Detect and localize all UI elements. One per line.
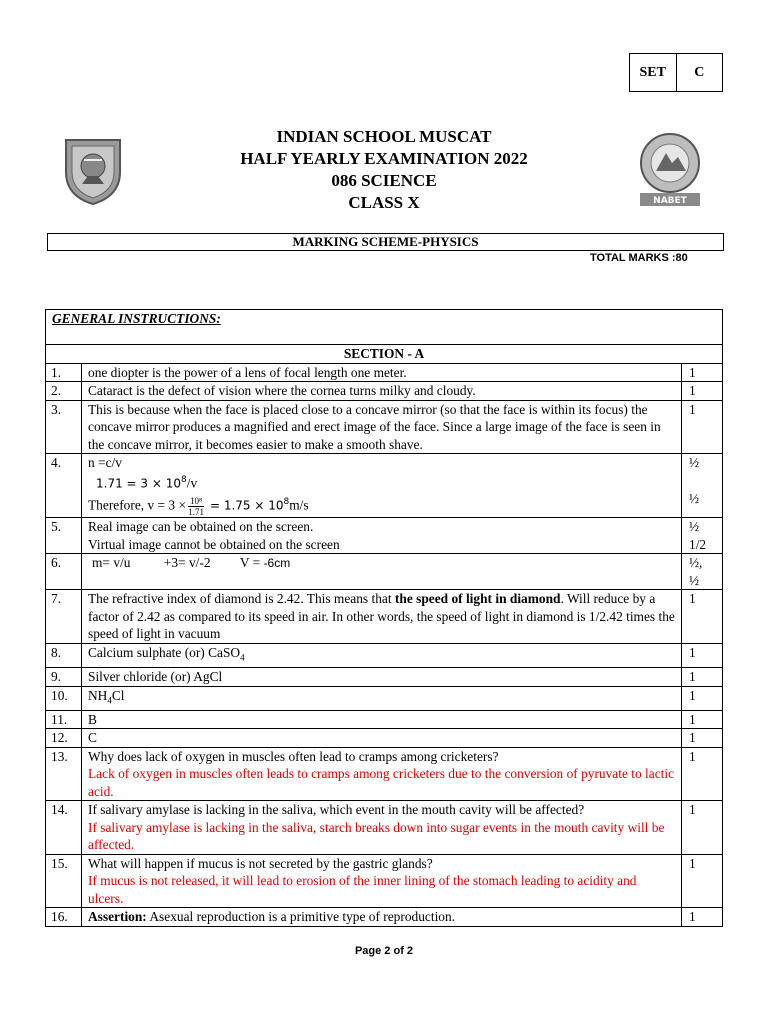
answer-line: Real image can be obtained on the screen. [88,519,314,535]
fraction-denominator: 1.71 [188,507,204,518]
mark-value: ½, [689,555,703,571]
question-number: 12. [46,729,82,748]
table-row [46,643,723,667]
fraction-numerator: 10⁸ [190,496,203,507]
table-row [46,747,723,801]
assertion-label: Assertion: [88,909,147,925]
answer-text: one diopter is the power of a lens of focal length one meter. [82,363,682,382]
answer-text: Cl [111,687,125,703]
table-row [46,454,723,518]
answer-text: Lack of oxygen in muscles often leads to cramps among cricketers due to the conversion of pyruvate to lactic acid. [88,766,675,799]
page-separator: of [390,945,407,957]
mark-value: ½ [689,490,700,506]
mark-value: 1 [682,363,723,382]
mark-value: 1 [682,854,723,908]
mark-value: ½ [689,455,700,470]
set-label: SET [630,54,677,91]
answer-text: Asexual reproduction is a primitive type of reproduction. [146,909,456,925]
question-text: What will happen if mucus is not secreted by the gastric glands? [88,855,433,871]
answer-text: Calcium sulphate (or) CaSO [88,644,241,660]
page-number [0,945,768,957]
table-row [46,518,723,554]
table-row [46,908,723,927]
answer-cell [82,686,682,710]
answer-cell [82,908,682,927]
current-page: 2 [384,945,391,957]
question-number: 10. [46,686,82,710]
table-row [46,382,723,401]
mark-value: ½ [689,519,700,535]
nabet-logo-icon [634,131,706,207]
question-number: 6. [46,554,82,590]
answer-cell [82,590,682,644]
class-title: CLASS X [348,193,420,212]
total-marks: TOTAL MARKS :80 [590,252,688,264]
answer-text: . Will reduce by a factor of 2.42 as compared to its speed in air. In other words, the speed of light in diamond is 1/2.42 times the speed of light in vacuum [88,591,675,642]
question-number: 1. [46,363,82,382]
formula-line: n =c/v [88,455,122,470]
table-row [46,668,723,687]
formula-part: /v [186,474,198,490]
formula-part: Therefore, v = 3 × [88,497,187,513]
formula-line [88,472,675,493]
formula-part: -6cm [263,556,291,571]
answer-text: If mucus is not released, it will lead to erosion of the inner lining of the stomach leading to acidity and ulcers. [88,873,637,906]
formula-exponent: 8 [283,497,290,508]
table-row [46,801,723,855]
question-number: 5. [46,518,82,554]
formula-part: +3= v/-2 [163,555,211,571]
subject-title: 086 SCIENCE [331,171,437,190]
answer-cell [82,854,682,908]
mark-cell [682,554,723,590]
question-number: 16. [46,908,82,927]
answer-cell [82,801,682,855]
answer-cell [82,643,682,667]
question-number: 7. [46,590,82,644]
table-row [46,686,723,710]
mark-value: 1 [682,400,723,454]
answer-text: This is because when the face is placed close to a concave mirror (so that the face is within its focus) the concave mirror produces a magnified and erect image of the face. Since a large image of the face is seen in the concave mirror, it becomes easier to make a smooth shave. [82,400,682,454]
question-number: 11. [46,710,82,729]
answer-cell [82,454,682,518]
formula-exponent: 8 [181,474,187,485]
table-row [46,854,723,908]
question-number: 14. [46,801,82,855]
table-row [46,363,723,382]
fraction [188,496,204,517]
mark-value: 1 [682,668,723,687]
table-row [46,554,723,590]
mark-value: 1 [682,643,723,667]
mark-value: 1 [682,908,723,927]
total-pages: 2 [406,945,414,957]
set-box [629,53,723,92]
mark-value: ½ [689,572,700,588]
school-name: INDIAN SCHOOL MUSCAT [276,127,492,146]
set-value: C [694,64,705,80]
answer-bold-text: the speed of light in diamond [394,591,561,607]
question-number: 8. [46,643,82,667]
mark-value: 1 [682,590,723,644]
question-number: 4. [46,454,82,518]
table-row [46,710,723,729]
mark-value: 1 [682,729,723,748]
mark-cell [682,454,723,518]
mark-cell [682,518,723,554]
answer-cell [82,554,682,590]
answer-text: B [82,710,682,729]
subscript: 4 [107,695,112,706]
question-number: 9. [46,668,82,687]
answer-line: Virtual image cannot be obtained on the screen [88,536,340,552]
general-instructions-title: GENERAL INSTRUCTIONS: [46,310,723,345]
nabet-logo-text: NABET [653,196,687,206]
formula-part: m= v/u [92,555,131,571]
question-text: Why does lack of oxygen in muscles often lead to cramps among cricketers? [88,748,499,764]
section-row [46,345,723,364]
question-number: 15. [46,854,82,908]
table-row [46,729,723,748]
answer-cell [82,747,682,801]
school-emblem-icon [62,136,124,206]
answer-cell [82,518,682,554]
document-header [150,126,618,214]
marking-scheme-table [45,309,723,927]
formula-part: m/s [289,497,309,513]
mark-value: 1/2 [689,536,707,552]
formula-line [88,494,675,517]
question-number: 3. [46,400,82,454]
answer-text: Cataract is the defect of vision where the cornea turns milky and cloudy. [82,382,682,401]
answer-text: The refractive index of diamond is 2.42. This means that [88,591,395,607]
instructions-row [46,310,723,345]
formula-part: 1.71 = 3 × 10 [96,475,181,490]
answer-text: If salivary amylase is lacking in the saliva, starch breaks down into sugar events in the mouth cavity will be affected. [88,819,665,853]
page-label: Page [354,945,385,957]
question-text: If salivary amylase is lacking in the saliva, which event in the mouth cavity will be affected? [88,802,585,818]
formula-part: V = [239,555,264,571]
mark-value: 1 [682,686,723,710]
table-row [46,590,723,644]
subscript: 4 [240,652,245,663]
exam-title: HALF YEARLY EXAMINATION 2022 [240,149,528,168]
table-row [46,400,723,454]
answer-text: Silver chloride (or) AgCl [82,668,682,687]
mark-value: 1 [682,382,723,401]
answer-text: NH [88,687,108,703]
formula-part: = 1.75 × 10 [206,498,284,513]
question-number: 13. [46,747,82,801]
mark-value: 1 [682,747,723,801]
marking-scheme-banner: MARKING SCHEME-PHYSICS [47,233,724,251]
question-number: 2. [46,382,82,401]
section-a-title: SECTION - A [46,345,723,364]
answer-text: C [82,729,682,748]
mark-value: 1 [682,710,723,729]
mark-value: 1 [682,801,723,855]
